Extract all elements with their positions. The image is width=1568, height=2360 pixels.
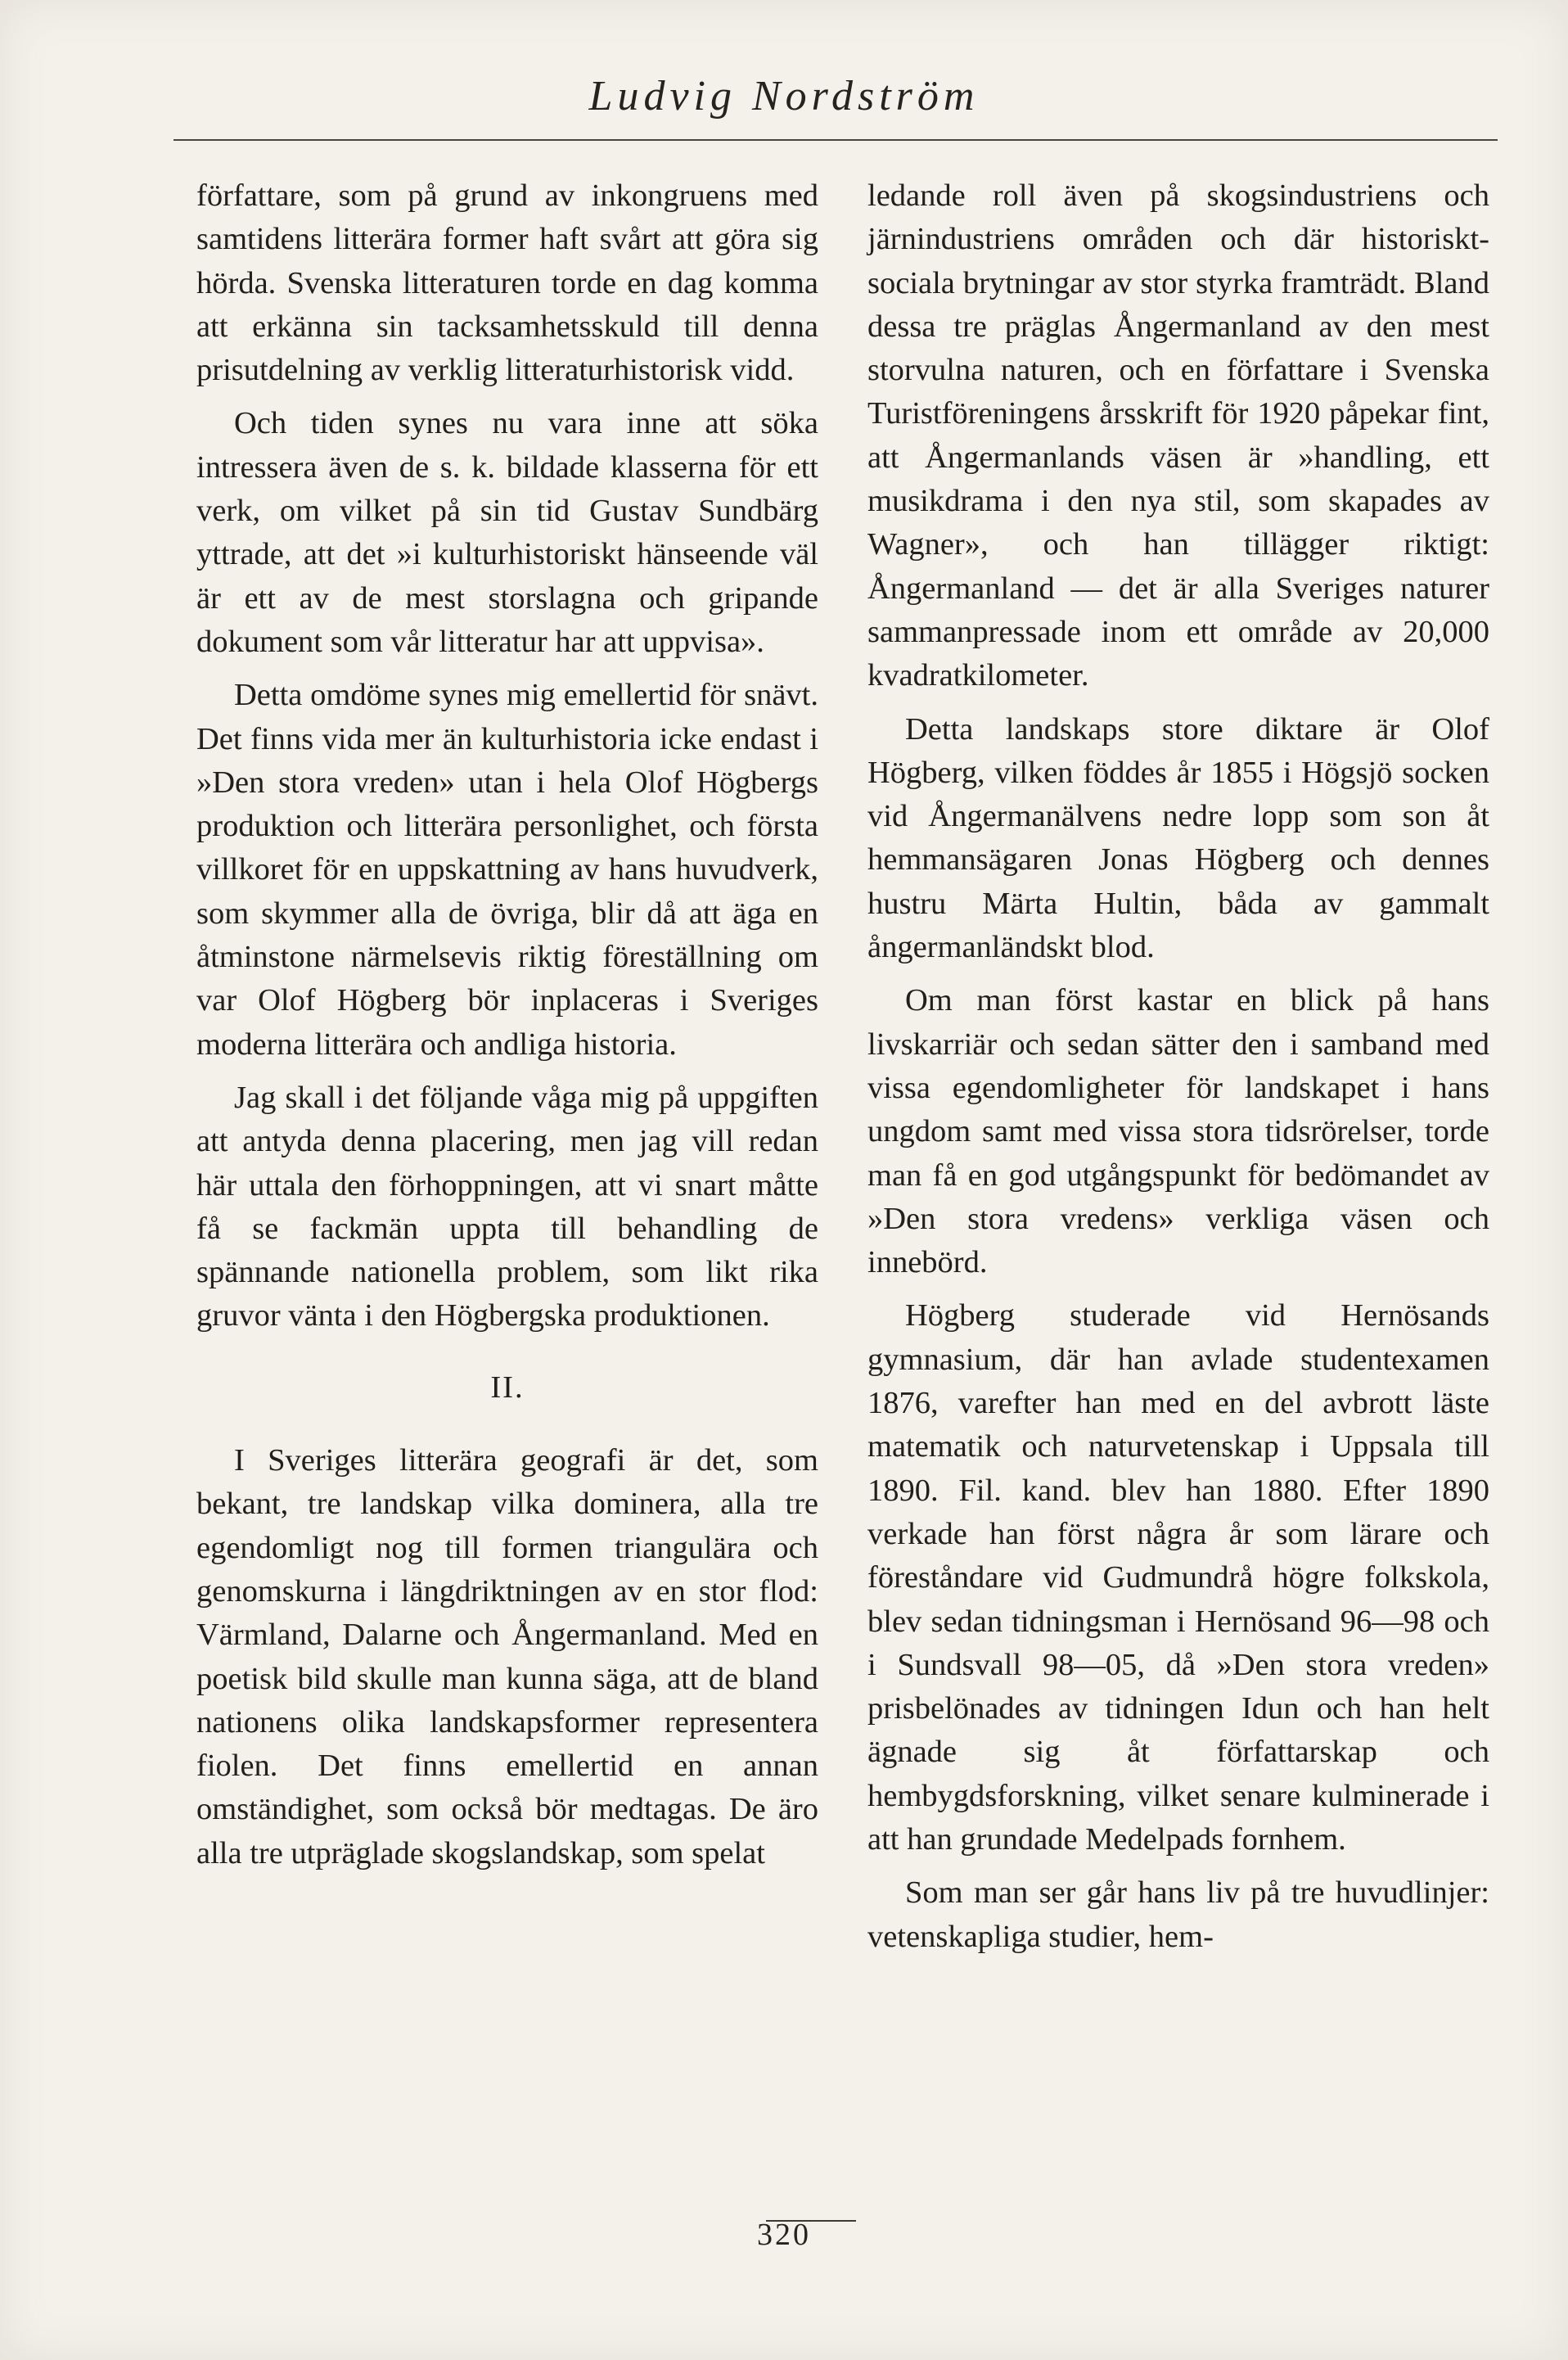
paragraph: Som man ser går hans liv på tre huvudlinjer: vetenskapliga studier, hem- xyxy=(867,1875,1489,1954)
header-rule xyxy=(173,139,1498,141)
left-column xyxy=(196,174,818,1885)
paragraph: Detta landskaps store diktare är Olof Högberg, vilken föddes år 1855 i Högsjö socken vid Ångermanälvens nedre lopp som son åt hemmansägaren Jonas Högberg och dennes hustru Märta Hultin, båda av gammalt ångermanländskt blod. xyxy=(867,711,1489,965)
running-head-author: Ludvig Nordström xyxy=(588,73,980,120)
paragraph: Om man först kastar en blick på hans livskarriär och sedan sätter den i samband med vissa egendomligheter för landskapet i hans ungdom samt med vissa stora tidsrörelser, torde man få en god utgångspunkt för bedömandet av »Den stora vredens» verkliga väsen och innebörd. xyxy=(867,983,1489,1280)
paragraph: I Sveriges litterära geografi är det, som bekant, tre landskap vilka dominera, alla tre egendomligt nog till formen triangulära och genomskurna i längdriktningen av en stor flod: Värmland, Dalarne och Ångermanland. Med en poetisk bild skulle man kunna säga, att de bland nationens olika landskapsformer representera fiolen. Det finns emellertid en annan omständighet, som också bör medtagas. De äro alla tre utpräglade skogslandskap, som spelat xyxy=(196,1443,818,1870)
paragraph: ledande roll även på skogsindustriens och järnindustriens områden och där historiskt-sociala brytningar av stor styrka framträdt. Bland dessa tre präglas Ångermanland av den mest storvulna naturen, och en författare i Svenska Turistföreningens årsskrift för 1920 påpekar fint, att Ångermanlands väsen är »handling, ett musikdrama i den nya stil, som skapades av Wagner», och han tillägger riktigt: Ångermanland — det är alla Sveriges naturer sammanpressade inom ett område av 20,000 kvadratkilometer. xyxy=(867,178,1489,693)
paragraph: Detta omdöme synes mig emellertid för snävt. Det finns vida mer än kulturhistoria icke endast i »Den stora vreden» utan i hela Olof Högbergs produktion och litterära personlighet, och första villkoret för en uppskattning av hans huvudverk, som skymmer alla de övriga, blir då att äga en åtminstone närmelsevis riktig föreställning om var Olof Högberg bör inplaceras i Sveriges moderna litterära och andliga historia. xyxy=(196,678,818,1062)
paragraph: Jag skall i det följande våga mig på uppgiften att antyda denna placering, men jag vill redan här uttala den förhoppningen, att vi snart måtte få se fackmän uppta till behandling de spännande nationella problem, som likt rika gruvor vänta i den Högbergska produktionen. xyxy=(196,1080,818,1333)
paragraph: Och tiden synes nu vara inne att söka intressera även de s. k. bildade klasserna för ett verk, om vilket på sin tid Gustav Sundbärg yttrade, att det »i kulturhistoriskt hänseende väl är ett av de mest storslagna och gripande dokument som vår litteratur har att uppvisa». xyxy=(196,406,818,659)
page-number: 320 xyxy=(757,2218,811,2252)
paragraph: författare, som på grund av inkongruens med samtidens litterära former haft svårt att göra sig hörda. Svenska litteraturen torde en dag komma att erkänna sin tacksamhetsskuld till denna prisutdelning av verklig litteraturhistorisk vidd. xyxy=(196,178,818,388)
paragraph: Högberg studerade vid Hernösands gymnasium, där han avlade studentexamen 1876, varefter han med en del avbrott läste matematik och naturvetenskap i Uppsala till 1890. Fil. kand. blev han 1880. Efter 1890 verkade han först några år som lärare och föreståndare vid Gudmundrå högre folkskola, blev sedan tidningsman i Hernösand 96—98 och i Sundsvall 98—05, då »Den stora vreden» prisbelönades av tidningen Idun och han helt ägnade sig åt författarskap och hembygdsforskning, vilket senare kulminerade i att han grundade Medelpads fornhem. xyxy=(867,1298,1489,1857)
right-column xyxy=(867,174,1489,1969)
section-number: II. xyxy=(490,1370,525,1405)
